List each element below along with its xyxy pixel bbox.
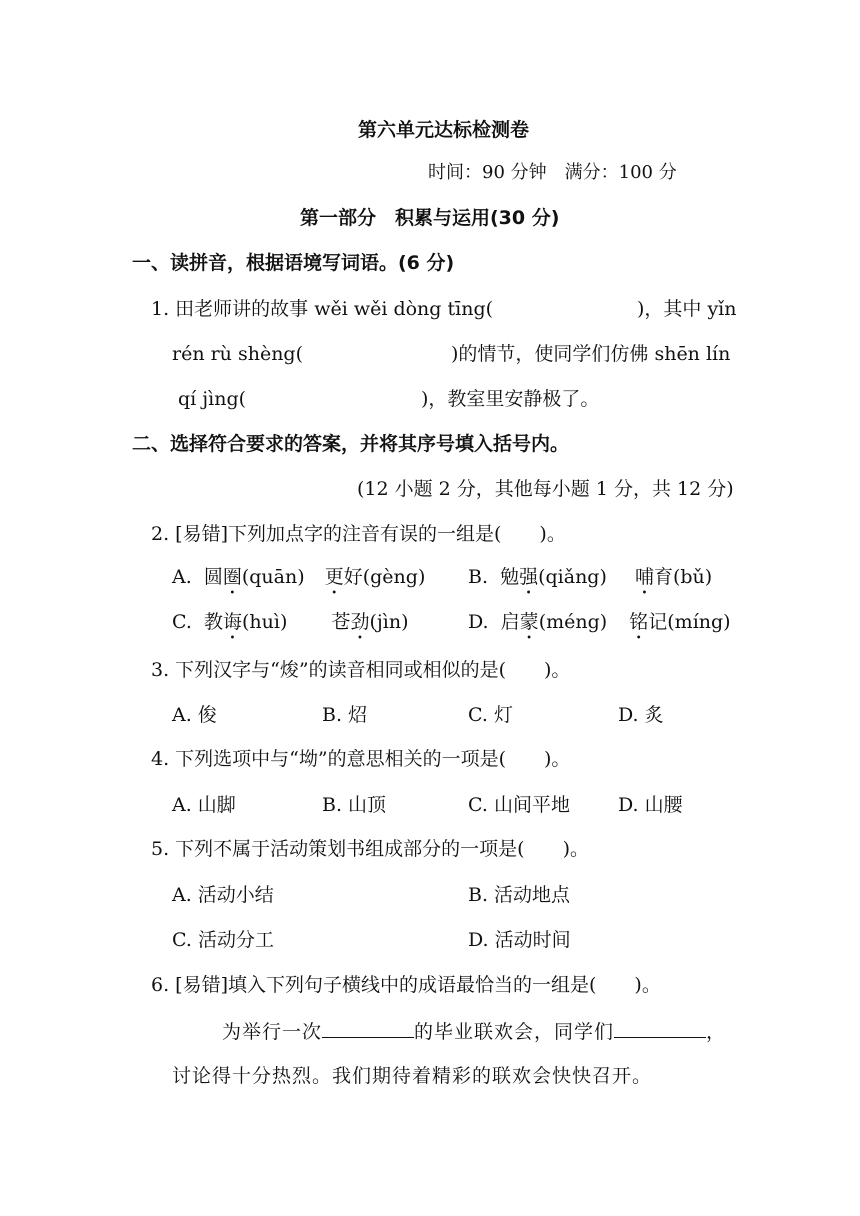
q2-stem: 2. [易错]下列加点字的注音有误的一组是( )。: [151, 523, 566, 545]
q2-option-d-word1-pre: 启: [500, 611, 520, 633]
q2-option-a-word2-post: 好: [343, 566, 363, 588]
q2-option-c-word2-pre: 苍: [331, 611, 351, 633]
q3-option-d: D. 炙: [618, 704, 664, 726]
q4-stem: 4. 下列选项中与“坳”的意思相关的一项是( )。: [151, 748, 571, 770]
q2-option-b-pinyin2: (bǔ): [672, 566, 713, 588]
q1-line2-start: rén rù shèng(: [172, 343, 304, 365]
q2-option-a-label: A.: [172, 566, 192, 588]
q3-option-b: B. 炤: [322, 704, 368, 726]
q2-option-c-pinyin1: (huì): [241, 611, 288, 633]
q2-option-a-pinyin2: (gèng): [362, 566, 426, 588]
q4-option-d: D. 山腰: [618, 794, 683, 816]
q3-stem: 3. 下列汉字与“焌”的读音相同或相似的是( )。: [151, 659, 571, 681]
q2-option-b-dotted-char1: 强: [519, 566, 539, 588]
q4-option-c: C. 山间平地: [468, 794, 570, 816]
q5-option-b: B. 活动地点: [468, 884, 571, 906]
q2-option-b-word1-pre: 勉: [500, 566, 520, 588]
q4-option-a: A. 山脚: [172, 794, 236, 816]
q6-stem: 6. [易错]填入下列句子横线中的成语最恰当的一组是( )。: [151, 974, 661, 996]
q6-blank-2: [614, 1019, 706, 1038]
q2-option-c-dotted-char2: 劲: [350, 611, 370, 633]
q6-passage-part-a: 为举行一次: [222, 1021, 323, 1043]
q1-line3-end: )，教室里安静极了。: [421, 388, 600, 410]
exam-title: 第六单元达标检测卷: [358, 119, 530, 141]
q6-passage-part-c: ，: [706, 1021, 727, 1043]
part-one-heading: 第一部分 积累与运用(30 分): [300, 207, 560, 229]
q2-option-b-word2-post: 育: [653, 566, 673, 588]
q5-option-a: A. 活动小结: [172, 884, 274, 906]
q1-line3-start: qí jìng(: [178, 388, 247, 410]
q1-line1-start: 1. 田老师讲的故事 wěi wěi dòng tīng(: [151, 298, 494, 320]
q2-option-d-pinyin1: (méng): [538, 611, 608, 633]
q2-option-d: [468, 610, 731, 644]
q2-option-b-label: B.: [468, 566, 489, 588]
q5-stem: 5. 下列不属于活动策划书组成部分的一项是( )。: [151, 838, 589, 860]
q2-option-a-dotted-char1: 圈: [222, 566, 242, 588]
q3-option-a: A. 俊: [172, 704, 217, 726]
section-two-heading: 二、选择符合要求的答案，并将其序号填入括号内。: [132, 433, 570, 455]
q2-option-a: [172, 565, 425, 599]
q6-passage-line1: [222, 1019, 726, 1044]
q5-option-d: D. 活动时间: [468, 929, 571, 951]
q4-option-b: B. 山顶: [322, 794, 387, 816]
q5-option-c: C. 活动分工: [172, 929, 274, 951]
q3-option-c: C. 灯: [468, 704, 513, 726]
q2-option-c-dotted-char1: 诲: [222, 611, 242, 633]
q6-passage-part-b: 的毕业联欢会，同学们: [414, 1021, 615, 1043]
exam-time-and-score: 时间：90 分钟 满分：100 分: [428, 162, 677, 183]
q2-option-d-dotted-char1: 蒙: [519, 611, 539, 633]
q2-option-d-dotted-char2: 铭: [629, 611, 649, 633]
section-one-heading: 一、读拼音，根据语境写词语。(6 分): [132, 252, 455, 274]
q2-option-c: [172, 610, 408, 644]
q2-option-b-pinyin1: (qiǎng): [538, 566, 607, 588]
q6-blank-1: [322, 1019, 414, 1038]
q2-option-c-word1-pre: 教: [203, 611, 223, 633]
q2-option-d-label: D.: [468, 611, 489, 633]
q2-option-a-pinyin1: (quān): [241, 566, 305, 588]
q2-option-a-dotted-char2: 更: [324, 566, 344, 588]
q2-option-c-label: C.: [172, 611, 192, 633]
q2-option-d-word2-post: 记: [648, 611, 668, 633]
q2-option-a-word1-pre: 圆: [203, 566, 223, 588]
q2-option-b: [468, 565, 712, 599]
q2-option-c-pinyin2: (jìn): [369, 611, 409, 633]
q2-option-b-dotted-char2: 哺: [634, 566, 654, 588]
q6-passage-line2: 讨论得十分热烈。我们期待着精彩的联欢会快快召开。: [172, 1065, 653, 1087]
section-two-scoring: (12 小题 2 分，其他每小题 1 分，共 12 分): [357, 478, 734, 500]
q1-line1-end: )，其中 yǐn: [637, 298, 737, 320]
q2-option-d-pinyin2: (míng): [667, 611, 731, 633]
q1-line2-end: )的情节，使同学们仿佛 shēn lín: [451, 343, 731, 365]
